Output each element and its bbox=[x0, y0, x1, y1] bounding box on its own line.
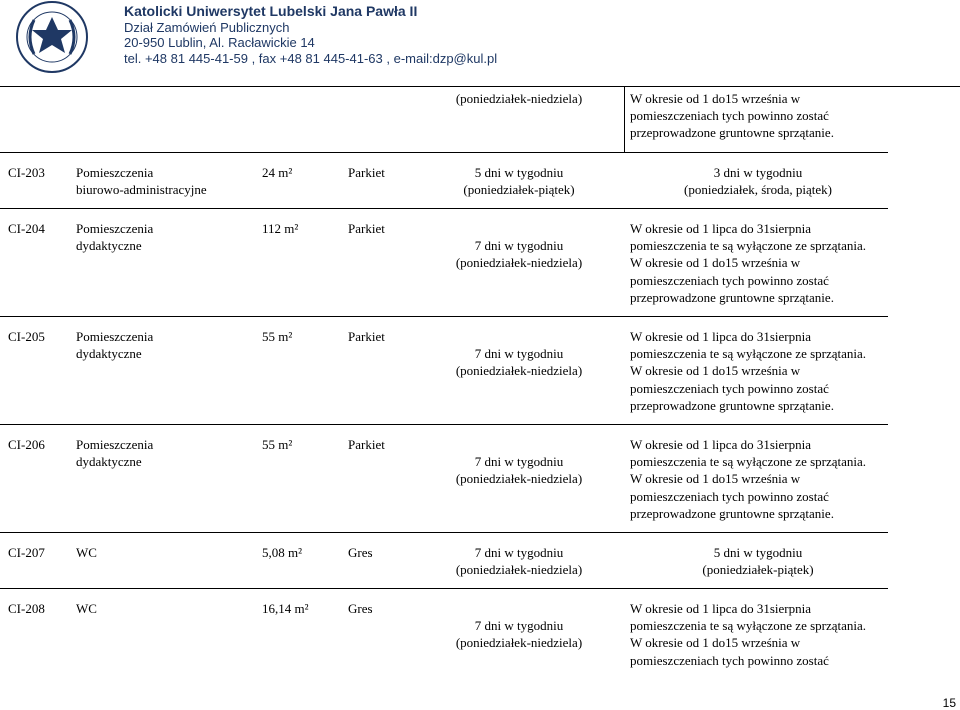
table-row bbox=[0, 328, 888, 425]
frequency-cell-line: (poniedziałek-niedziela) bbox=[455, 471, 583, 487]
university-seal-logo bbox=[6, 0, 98, 75]
extra-frequency-cell-line: W okresie od 1 do15 września w bbox=[630, 471, 801, 487]
extra-frequency-cell-line: (poniedziałek-piątek) bbox=[702, 562, 814, 578]
room-name-cell-line: WC bbox=[76, 545, 97, 560]
room-name-cell-line: biurowo-administracyjne bbox=[76, 182, 207, 198]
extra-frequency-cell bbox=[630, 220, 886, 306]
extra-frequency-cell-line: pomieszczeniach tych powinno zostać bbox=[630, 488, 829, 504]
extra-frequency-cell-line: W okresie od 1 lipca do 31sierpnia bbox=[630, 329, 811, 344]
extra-frequency-cell-line: pomieszczenia te są wyłączone ze sprzątania. bbox=[630, 454, 867, 470]
room-id-cell: CI-203 bbox=[8, 165, 45, 180]
room-id-cell: CI-207 bbox=[8, 545, 45, 560]
table-row bbox=[0, 164, 888, 209]
extra-frequency-cell-line: przeprowadzone gruntowne sprzątanie. bbox=[630, 125, 834, 141]
frequency-cell-line: (poniedziałek-piątek) bbox=[463, 182, 575, 198]
table-row-continuation bbox=[0, 90, 888, 153]
room-name-cell bbox=[76, 436, 236, 470]
extra-frequency-cell-line: przeprowadzone gruntowne sprzątanie. bbox=[630, 397, 834, 413]
room-name-cell-line: dydaktyczne bbox=[76, 238, 142, 254]
room-name-cell bbox=[76, 328, 236, 362]
table-row bbox=[0, 600, 888, 670]
room-name-cell-line: Pomieszczenia bbox=[76, 437, 154, 452]
frequency-cell: (poniedziałek-niedziela) bbox=[455, 91, 583, 106]
frequency-cell bbox=[452, 617, 586, 651]
extra-frequency-cell-line: pomieszczeniach tych powinno zostać bbox=[630, 272, 829, 288]
area-cell: 24 m² bbox=[262, 165, 293, 180]
frequency-cell-line: (poniedziałek-niedziela) bbox=[455, 255, 583, 271]
extra-frequency-cell-line: 3 dni w tygodniu bbox=[713, 165, 803, 180]
extra-frequency-cell bbox=[630, 90, 886, 142]
area-cell: 5,08 m² bbox=[262, 545, 303, 560]
table-row bbox=[0, 220, 888, 317]
frequency-cell bbox=[452, 164, 586, 198]
room-name-cell-line: WC bbox=[76, 601, 97, 616]
document-header bbox=[0, 0, 960, 78]
address: 20-950 Lublin, Al. Racławickie 14 bbox=[124, 35, 315, 50]
table-row bbox=[0, 436, 888, 533]
frequency-cell-line: (poniedziałek-niedziela) bbox=[455, 562, 583, 578]
floor-type-cell: Parkiet bbox=[348, 329, 385, 344]
extra-frequency-cell bbox=[630, 164, 886, 198]
cleaning-schedule-table bbox=[0, 86, 960, 686]
frequency-cell-line: 5 dni w tygodniu bbox=[474, 165, 564, 180]
extra-frequency-cell-line: W okresie od 1 lipca do 31sierpnia bbox=[630, 437, 811, 452]
frequency-cell-line: 7 dni w tygodniu bbox=[474, 454, 564, 470]
frequency-cell-line: 7 dni w tygodniu bbox=[474, 618, 564, 634]
extra-frequency-cell-line: W okresie od 1 do15 września w bbox=[630, 91, 801, 106]
extra-frequency-cell bbox=[630, 436, 886, 522]
extra-frequency-cell-line: W okresie od 1 do15 września w bbox=[630, 635, 801, 651]
area-cell: 55 m² bbox=[262, 437, 293, 452]
room-name-cell bbox=[76, 544, 236, 561]
extra-frequency-cell-line: 5 dni w tygodniu bbox=[713, 545, 803, 560]
area-cell: 55 m² bbox=[262, 329, 293, 344]
frequency-cell-line: 7 dni w tygodniu bbox=[474, 545, 564, 560]
frequency-cell bbox=[452, 345, 586, 379]
extra-frequency-cell-line: przeprowadzone gruntowne sprzątanie. bbox=[630, 289, 834, 305]
room-id-cell: CI-205 bbox=[8, 329, 45, 344]
extra-frequency-cell bbox=[630, 328, 886, 414]
extra-frequency-cell-line: W okresie od 1 do15 września w bbox=[630, 363, 801, 379]
frequency-cell-line: 7 dni w tygodniu bbox=[474, 238, 564, 254]
table-row bbox=[0, 544, 888, 589]
frequency-cell bbox=[452, 544, 586, 578]
room-id-cell: CI-204 bbox=[8, 221, 45, 236]
extra-frequency-cell-line: pomieszczenia te są wyłączone ze sprzątania. bbox=[630, 346, 867, 362]
extra-frequency-cell bbox=[630, 544, 886, 578]
floor-type-cell: Parkiet bbox=[348, 221, 385, 236]
department-name: Dział Zamówień Publicznych bbox=[124, 19, 290, 35]
page-number: 15 bbox=[942, 696, 956, 710]
extra-frequency-cell-line: przeprowadzone gruntowne sprzątanie. bbox=[630, 505, 834, 521]
extra-frequency-cell-line: pomieszczeniach tych powinno zostać bbox=[630, 108, 829, 124]
room-id-cell: CI-206 bbox=[8, 437, 45, 452]
extra-frequency-cell-line: W okresie od 1 lipca do 31sierpnia bbox=[630, 221, 811, 236]
room-name-cell-line: Pomieszczenia bbox=[76, 165, 154, 180]
room-name-cell-line: dydaktyczne bbox=[76, 346, 142, 362]
extra-frequency-cell-line: W okresie od 1 do15 września w bbox=[630, 255, 801, 271]
extra-frequency-cell-line: pomieszczenia te są wyłączone ze sprzątania. bbox=[630, 238, 867, 254]
extra-frequency-cell-line: pomieszczeniach tych powinno zostać bbox=[630, 652, 829, 668]
contact-line: tel. +48 81 445-41-59 , fax +48 81 445-41-63 , e-mail:dzp@kul.pl bbox=[124, 50, 498, 66]
floor-type-cell: Gres bbox=[348, 545, 373, 560]
frequency-cell bbox=[452, 453, 586, 487]
extra-frequency-cell-line: pomieszczeniach tych powinno zostać bbox=[630, 380, 829, 396]
room-id-cell: CI-208 bbox=[8, 601, 45, 616]
room-name-cell-line: Pomieszczenia bbox=[76, 221, 154, 236]
frequency-cell-line: 7 dni w tygodniu bbox=[474, 346, 564, 362]
floor-type-cell: Parkiet bbox=[348, 165, 385, 180]
extra-frequency-cell-line: (poniedziałek, środa, piątek) bbox=[684, 182, 832, 198]
extra-frequency-cell bbox=[630, 600, 886, 669]
frequency-cell bbox=[452, 237, 586, 271]
extra-frequency-cell-line: pomieszczenia te są wyłączone ze sprzątania. bbox=[630, 618, 867, 634]
frequency-cell-line: (poniedziałek-niedziela) bbox=[455, 635, 583, 651]
area-cell: 16,14 m² bbox=[262, 601, 309, 616]
extra-frequency-cell-line: W okresie od 1 lipca do 31sierpnia bbox=[630, 601, 811, 616]
room-name-cell bbox=[76, 220, 236, 254]
room-name-cell-line: Pomieszczenia bbox=[76, 329, 154, 344]
floor-type-cell: Parkiet bbox=[348, 437, 385, 452]
room-name-cell bbox=[76, 164, 236, 198]
room-name-cell-line: dydaktyczne bbox=[76, 454, 142, 470]
room-name-cell bbox=[76, 600, 236, 617]
floor-type-cell: Gres bbox=[348, 601, 373, 616]
frequency-cell-line: (poniedziałek-niedziela) bbox=[455, 363, 583, 379]
header-text-block bbox=[124, 4, 497, 66]
university-name: Katolicki Uniwersytet Lubelski Jana Pawła II bbox=[124, 3, 418, 19]
area-cell: 112 m² bbox=[262, 221, 299, 236]
